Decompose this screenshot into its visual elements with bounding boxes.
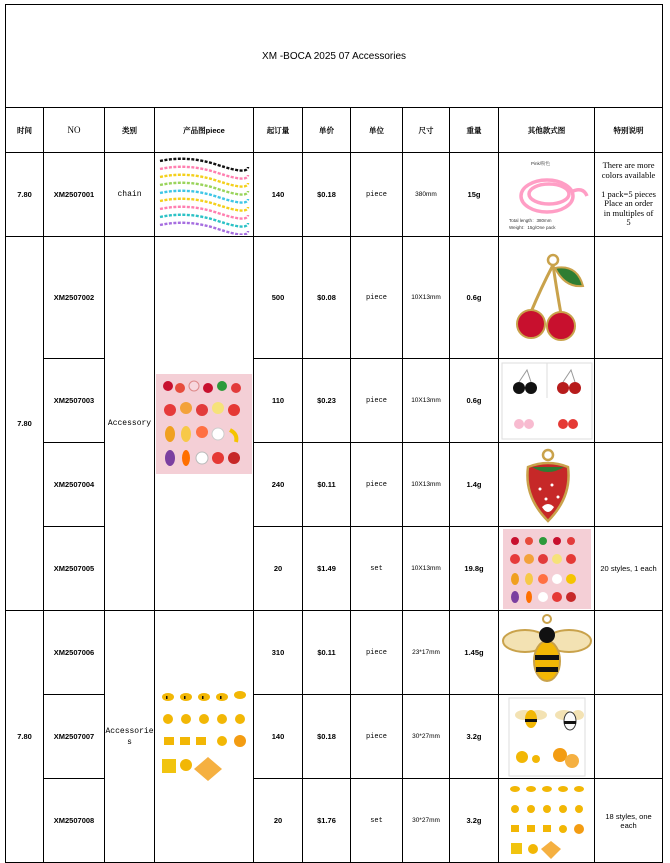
item-no-cell: XM2507008 — [44, 779, 105, 863]
table-row — [6, 611, 663, 695]
chain-length-label: Total length：380mm — [508, 217, 552, 223]
unit-cell: piece — [351, 359, 403, 443]
moq-cell: 310 — [254, 611, 303, 695]
other-style-image — [499, 237, 595, 359]
item-no-cell: XM2507005 — [44, 527, 105, 611]
price-cell: $0.08 — [303, 237, 351, 359]
strawberry-charm-image — [512, 445, 582, 525]
table-row — [6, 695, 663, 779]
price-cell: $0.11 — [303, 443, 351, 527]
special-note-cell — [595, 611, 663, 695]
table-row — [6, 237, 663, 359]
weight-cell: 0.6g — [450, 237, 499, 359]
product-image-bee — [155, 611, 254, 863]
weight-cell: 3.2g — [450, 779, 499, 863]
header-weight: 重量 — [450, 108, 499, 153]
price-cell: $0.23 — [303, 359, 351, 443]
unit-cell: piece — [351, 695, 403, 779]
header-other-styles: 其他款式图 — [499, 108, 595, 153]
special-note-cell: There are more colors available 1 pack=5 pieces Place an order in multiples of 5 — [595, 153, 663, 237]
moq-cell: 240 — [254, 443, 303, 527]
item-no-cell: XM2507003 — [44, 359, 105, 443]
size-cell: 380mm — [403, 153, 450, 237]
bee-set-image — [505, 781, 589, 861]
pink-chain-image — [501, 156, 593, 234]
weight-cell: 0.6g — [450, 359, 499, 443]
fruit-set-image — [503, 529, 591, 609]
weight-cell: 1.4g — [450, 443, 499, 527]
other-style-image — [499, 443, 595, 527]
table-row — [6, 527, 663, 611]
table-row — [6, 359, 663, 443]
date-cell: 7.80 — [6, 237, 44, 611]
header-product-image: 产品图piece — [155, 108, 254, 153]
size-cell: 10X13mm — [403, 443, 450, 527]
category-cell: Accessorie s — [105, 611, 155, 863]
price-cell: $1.49 — [303, 527, 351, 611]
special-note-cell: 18 styles, one each — [595, 779, 663, 863]
bee-charm-image — [501, 613, 593, 693]
special-note-cell — [595, 237, 663, 359]
table-row — [6, 443, 663, 527]
document-title: XM -BOCA 2025 07 Accessories — [6, 5, 663, 108]
cherry-variants-image — [501, 362, 593, 440]
table-row — [6, 779, 663, 863]
product-image-chain — [155, 153, 254, 237]
header-price: 单价 — [303, 108, 351, 153]
header-category: 类别 — [105, 108, 155, 153]
size-cell: 10X13mm — [403, 359, 450, 443]
other-style-image — [499, 527, 595, 611]
header-unit: 单位 — [351, 108, 403, 153]
size-cell: 30*27mm — [403, 695, 450, 779]
bee-variants-image — [508, 697, 586, 777]
date-cell: 7.80 — [6, 153, 44, 237]
item-no-cell: XM2507001 — [44, 153, 105, 237]
header-size: 尺寸 — [403, 108, 450, 153]
other-style-image — [499, 359, 595, 443]
chain-weight-label: Weight：15g/One pack — [508, 224, 555, 230]
price-cell: $0.18 — [303, 695, 351, 779]
header-date: 时间 — [6, 108, 44, 153]
special-note-cell — [595, 359, 663, 443]
weight-cell: 15g — [450, 153, 499, 237]
price-cell: $0.18 — [303, 153, 351, 237]
moq-cell: 140 — [254, 153, 303, 237]
unit-cell: piece — [351, 153, 403, 237]
item-no-cell: XM2507007 — [44, 695, 105, 779]
chain-color-label: Pink/粉色 — [530, 160, 550, 166]
header-special-notes: 特别说明 — [595, 108, 663, 153]
table-row — [6, 153, 663, 237]
special-note-cell — [595, 443, 663, 527]
unit-cell: piece — [351, 611, 403, 695]
unit-cell: piece — [351, 443, 403, 527]
special-note-cell: 20 styles, 1 each — [595, 527, 663, 611]
price-cell: $1.76 — [303, 779, 351, 863]
unit-cell: set — [351, 779, 403, 863]
chain-product-image — [158, 155, 250, 235]
category-cell: Accessory — [105, 237, 155, 611]
size-cell: 30*27mm — [403, 779, 450, 863]
header-moq: 起订量 — [254, 108, 303, 153]
moq-cell: 140 — [254, 695, 303, 779]
unit-cell: piece — [351, 237, 403, 359]
size-cell: 10X13mm — [403, 527, 450, 611]
size-cell: 23*17mm — [403, 611, 450, 695]
weight-cell: 19.8g — [450, 527, 499, 611]
product-image-fruit — [155, 237, 254, 611]
weight-cell: 1.45g — [450, 611, 499, 695]
other-style-image — [499, 779, 595, 863]
date-cell: 7.80 — [6, 611, 44, 863]
header-row — [6, 108, 663, 153]
other-style-image — [499, 611, 595, 695]
item-no-cell: XM2507006 — [44, 611, 105, 695]
fruit-charms-image — [156, 374, 252, 474]
moq-cell: 20 — [254, 527, 303, 611]
moq-cell: 20 — [254, 779, 303, 863]
price-cell: $0.11 — [303, 611, 351, 695]
moq-cell: 500 — [254, 237, 303, 359]
category-cell: chain — [105, 153, 155, 237]
special-note-cell — [595, 695, 663, 779]
moq-cell: 110 — [254, 359, 303, 443]
other-style-image — [499, 695, 595, 779]
header-no: NO — [44, 108, 105, 153]
item-no-cell: XM2507004 — [44, 443, 105, 527]
size-cell: 10X13mm — [403, 237, 450, 359]
weight-cell: 3.2g — [450, 695, 499, 779]
item-no-cell: XM2507002 — [44, 237, 105, 359]
other-style-image — [499, 153, 595, 237]
bee-charms-image — [156, 687, 252, 787]
unit-cell: set — [351, 527, 403, 611]
cherry-charm-image — [507, 248, 587, 348]
catalog-table — [5, 4, 663, 863]
